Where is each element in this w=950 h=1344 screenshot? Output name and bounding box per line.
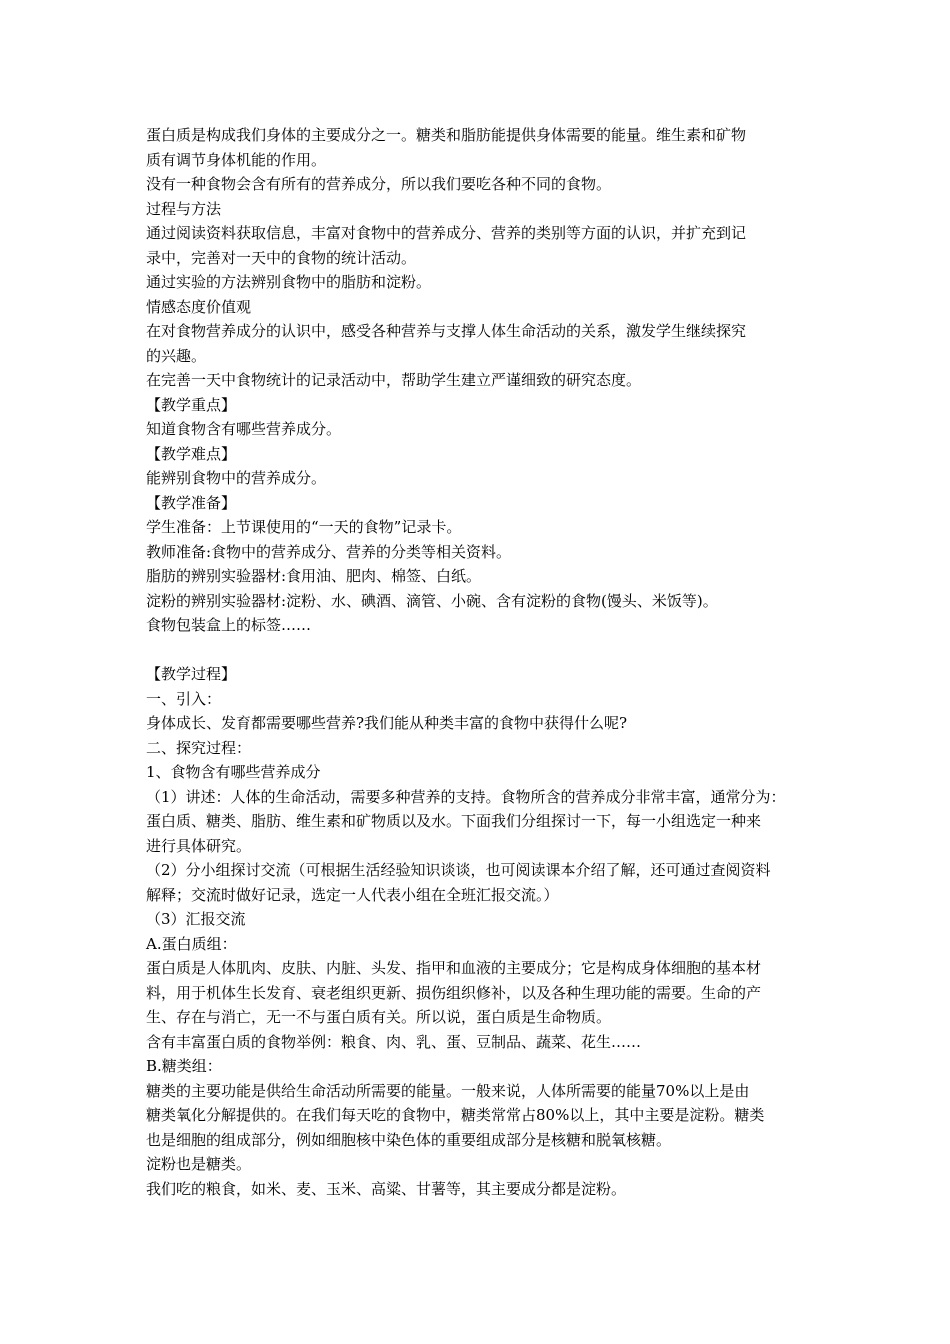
text-line: 脂肪的辨别实验器材:食用油、肥肉、棉签、白纸。	[146, 567, 482, 585]
text-line: 通过实验的方法辨别食物中的脂肪和淀粉。	[146, 273, 432, 291]
text-line: 能辨别食物中的营养成分。	[146, 469, 327, 487]
text-line: 在完善一天中食物统计的记录活动中，帮助学生建立严谨细致的研究态度。	[146, 371, 642, 389]
blank-line	[146, 638, 814, 663]
text-line: 学生准备：上节课使用的“一天的食物”记录卡。	[146, 518, 462, 536]
text-line: 二、探究过程：	[146, 738, 252, 757]
text-line: 也是细胞的组成部分，例如细胞核中染色体的重要组成部分是核糖和脱氧核糖。	[146, 1130, 672, 1149]
text-line: 蛋白质是构成我们身体的主要成分之一。糖类和脂肪能提供身体需要的能量。维生素和矿物	[146, 126, 747, 144]
text-line: 通过阅读资料获取信息，丰富对食物中的营养成分、营养的类别等方面的认识，并扩充到记	[146, 224, 747, 242]
text-line: 料，用于机体生长发育、衰老组织更新、损伤组织修补，以及各种生理功能的需要。生命的产	[146, 983, 762, 1002]
text-line: （2）分小组探讨交流（可根据生活经验知识谈谈，也可阅读课本介绍了解，还可通过查阅资料	[146, 861, 771, 879]
text-line: 我们吃的粮食，如米、麦、玉米、高粱、甘薯等，其主要成分都是淀粉。	[146, 1179, 627, 1198]
text-line: 食物包装盒上的标签……	[146, 616, 312, 634]
text-line: 没有一种食物会含有所有的营养成分，所以我们要吃各种不同的食物。	[146, 175, 612, 193]
document-body	[146, 123, 814, 1201]
text-line: 蛋白质是人体肌肉、皮肤、内脏、头发、指甲和血液的主要成分；它是构成身体细胞的基本材	[146, 959, 762, 977]
text-line: 淀粉也是糖类。	[146, 1155, 252, 1173]
section-heading: 【教学难点】	[146, 444, 237, 463]
text-line: （1）讲述：人体的生命活动，需要多种营养的支持。食物所含的营养成分非常丰富，通常分为：	[146, 787, 786, 806]
text-line: 知道食物含有哪些营养成分。	[146, 420, 342, 438]
text-line: 录中，完善对一天中的食物的统计活动。	[146, 248, 417, 267]
text-line: 解释；交流时做好记录，选定一人代表小组在全班汇报交流。）	[146, 885, 559, 904]
text-line: 的兴趣。	[146, 346, 207, 365]
text-line: B.糖类组：	[146, 1057, 222, 1075]
section-heading: 【教学过程】	[146, 665, 237, 683]
section-heading: 【教学准备】	[146, 493, 237, 512]
text-line: 教师准备:食物中的营养成分、营养的分类等相关资料。	[146, 542, 512, 561]
section-heading: 【教学重点】	[146, 395, 237, 414]
text-line: A.蛋白质组：	[146, 934, 237, 953]
text-line: 在对食物营养成分的认识中，感受各种营养与支撑人体生命活动的关系，激发学生继续探究	[146, 322, 747, 340]
text-line: 糖类的主要功能是供给生命活动所需要的能量。一般来说，人体所需要的能量70%以上是由	[146, 1081, 750, 1100]
text-line: 进行具体研究。	[146, 836, 252, 855]
section-heading: 情感态度价值观	[146, 297, 252, 316]
text-line: 生、存在与消亡，无一不与蛋白质有关。所以说，蛋白质是生命物质。	[146, 1008, 612, 1026]
text-line: 1、食物含有哪些营养成分	[146, 763, 321, 781]
section-heading: 过程与方法	[146, 199, 222, 218]
text-line: 糖类氧化分解提供的。在我们每天吃的食物中，糖类常常占80%以上，其中主要是淀粉。糖类	[146, 1106, 765, 1124]
text-line: 含有丰富蛋白质的食物举例：粮食、肉、乳、蛋、豆制品、蔬菜、花生……	[146, 1032, 642, 1051]
text-line: 淀粉的辨别实验器材:淀粉、水、碘酒、滴管、小碗、含有淀粉的食物(馒头、米饭等)。	[146, 591, 718, 610]
text-line: 质有调节身体机能的作用。	[146, 150, 327, 169]
text-line: 身体成长、发育都需要哪些营养?我们能从种类丰富的食物中获得什么呢?	[146, 714, 628, 732]
text-line: 一、引入：	[146, 689, 222, 708]
text-line: 蛋白质、糖类、脂肪、维生素和矿物质以及水。下面我们分组探讨一下，每一小组选定一种来	[146, 812, 762, 830]
text-line: （3）汇报交流	[146, 910, 246, 928]
